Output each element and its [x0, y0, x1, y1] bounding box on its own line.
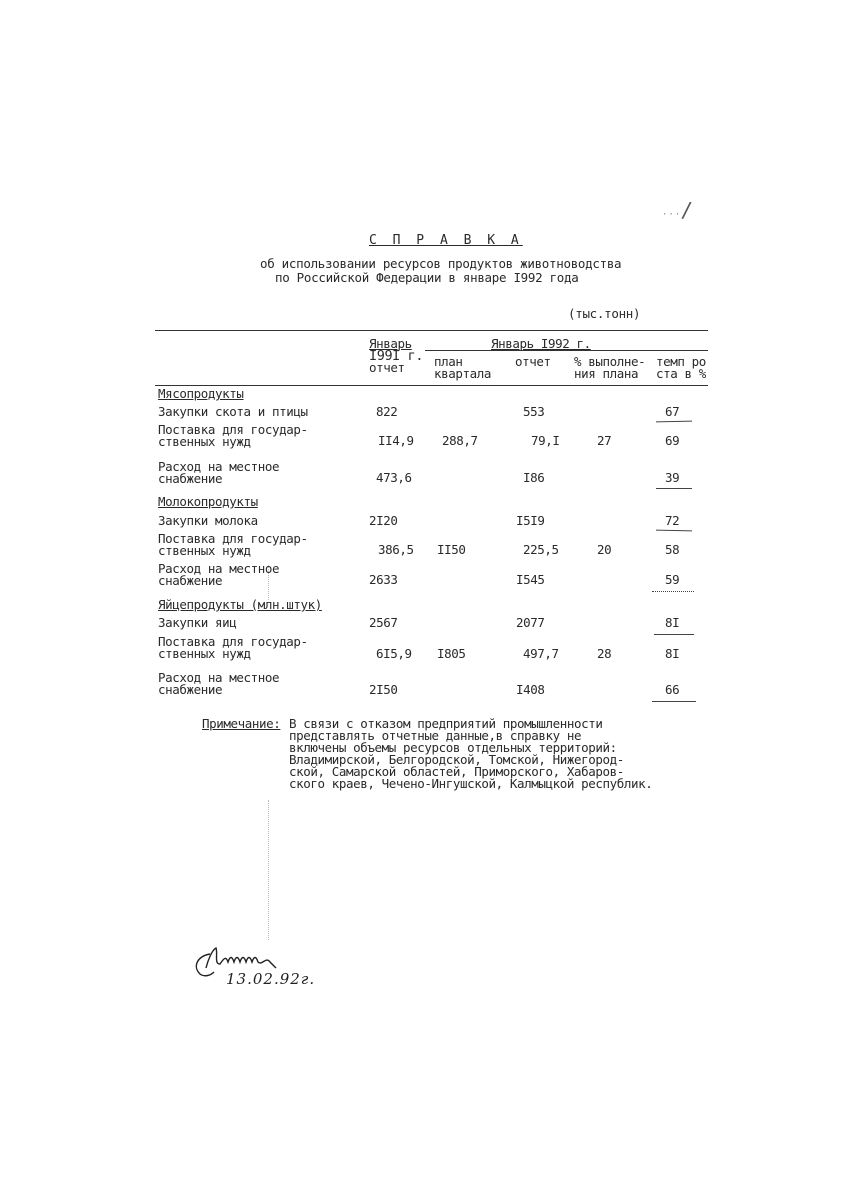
pen-mark: [656, 421, 692, 423]
signature-date: 13.02.92г.: [226, 970, 316, 988]
pen-mark: [654, 634, 694, 635]
pen-mark: [656, 530, 692, 532]
cell-report: I86: [523, 470, 545, 485]
scan-artifact: [268, 565, 269, 600]
row-label: Расход на местное снабжение: [158, 561, 280, 588]
header-jan1991: Январь I99I г. отчет: [369, 336, 424, 375]
document-subtitle-line-1: об использовании ресурсов продуктов животноводства: [260, 256, 622, 271]
cell-percent: 20: [597, 542, 612, 557]
cell-report: I408: [516, 682, 545, 697]
cell-report: 553: [523, 404, 545, 419]
pen-mark: [652, 591, 694, 592]
cell-percent: 27: [597, 433, 612, 448]
row-label: Расход на местное снабжение: [158, 670, 280, 697]
cell-growth: 8I: [665, 615, 680, 630]
cell-report: 2077: [516, 615, 545, 630]
section-milk: Молокопродукты: [158, 494, 258, 509]
header-growth: темп ро ста в %: [656, 354, 706, 381]
cell-report: I545: [516, 572, 545, 587]
row-label: Закупки скота и птицы: [158, 404, 308, 419]
header-plan: план квартала: [434, 354, 492, 381]
cell-growth: 67: [665, 404, 680, 419]
row-label: Поставка для государ- ственных нужд: [158, 531, 308, 558]
row-label: Закупки яиц: [158, 615, 237, 630]
cell-jan1991: 2567: [369, 615, 398, 630]
row-label: Поставка для государ- ственных нужд: [158, 634, 308, 661]
note-text: В связи с отказом предприятий промышленности представлять отчетные данные,в справку не включены объемы ресурсов отдельных территорий: Владимирской, Белгородской, Томской, Нижегород- ской, Самарской областей, Приморского, Хабаров- ского краев, Чечено-Ингушской, Калмыцкой республик.: [289, 716, 653, 791]
document-subtitle-line-2: по Российской Федерации в январе I992 года: [275, 270, 579, 285]
row-label: Поставка для государ- ственных нужд: [158, 422, 308, 449]
cell-percent: 28: [597, 646, 612, 661]
cell-jan1991: 473,6: [376, 470, 412, 485]
cell-report: I5I9: [516, 513, 545, 528]
section-eggs: Яйцепродукты (млн.штук): [158, 597, 322, 612]
section-meat: Мясопродукты: [158, 386, 244, 401]
cell-growth: 58: [665, 542, 680, 557]
signature: [192, 942, 332, 992]
table-top-rule: [155, 330, 708, 331]
corner-mark: ···/: [662, 198, 694, 222]
cell-report: 225,5: [523, 542, 559, 557]
cell-plan: 288,7: [442, 433, 478, 448]
cell-jan1991: II4,9: [378, 433, 414, 448]
cell-plan: I805: [437, 646, 466, 661]
header-percent: % выполне- ния плана: [574, 354, 646, 381]
cell-jan1991: 2I20: [369, 513, 398, 528]
pen-mark: [652, 701, 696, 702]
cell-growth: 59: [665, 572, 680, 587]
cell-growth: 69: [665, 433, 680, 448]
cell-jan1991: 2I50: [369, 682, 398, 697]
cell-jan1991: 2633: [369, 572, 398, 587]
row-label: Расход на местное снабжение: [158, 459, 280, 486]
scan-artifact: [268, 800, 269, 940]
cell-plan: II50: [437, 542, 466, 557]
row-label: Закупки молока: [158, 513, 258, 528]
cell-growth: 66: [665, 682, 680, 697]
cell-report: 79,I: [531, 433, 560, 448]
document-title: С П Р А В К А: [369, 233, 523, 248]
pen-mark: [656, 488, 692, 489]
cell-growth: 72: [665, 513, 680, 528]
note-label: Примечание:: [202, 716, 281, 731]
header-report: отчет: [515, 354, 551, 369]
cell-growth: 39: [665, 470, 680, 485]
unit-label: (тыс.тонн): [568, 306, 641, 321]
cell-jan1991: 822: [376, 404, 398, 419]
cell-jan1991: 6I5,9: [376, 646, 412, 661]
cell-growth: 8I: [665, 646, 680, 661]
cell-report: 497,7: [523, 646, 559, 661]
header-group-jan1992: Январь I992 г.: [491, 336, 591, 351]
cell-jan1991: 386,5: [378, 542, 414, 557]
